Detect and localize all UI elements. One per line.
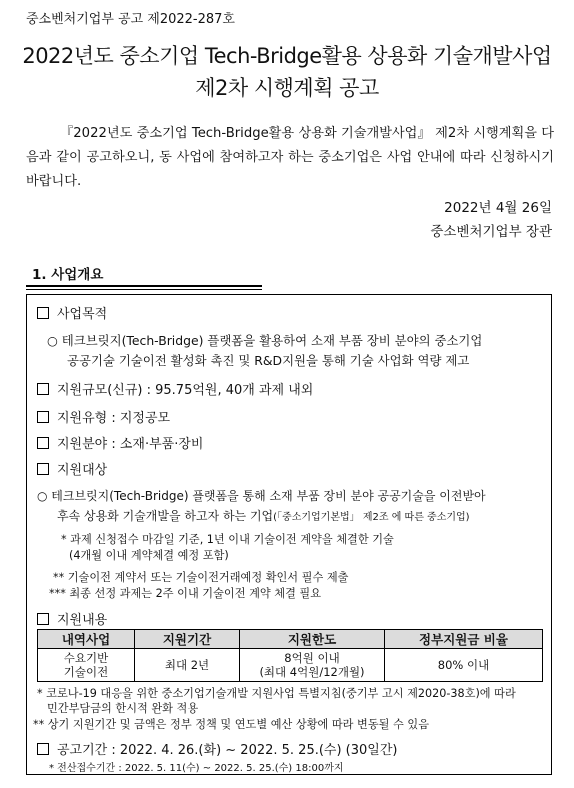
square-bullet-icon [37,613,49,625]
table-cell-limit: 8억원 이내 (최대 4억원/12개월) [240,649,385,682]
purpose-label: 사업목적 [57,307,108,322]
purpose-line1: ○ 테크브릿지(Tech-Bridge) 플랫폼을 활용하여 소재 부품 장비 분야의 중소기업 [47,333,483,348]
target-line1: ○ 테크브릿지(Tech-Bridge) 플랫폼을 통해 소재 부품 장비 분야 공공기술을 이전받아 [37,489,486,503]
table-header: 지원기간 [135,630,240,649]
purpose-item [37,303,107,322]
table-header: 지원한도 [240,630,385,649]
note3: *** 최종 선정 과제는 2주 이내 기술이전 계약 체결 필요 [49,587,322,600]
intro-paragraph: 『2022년도 중소기업 Tech-Bridge활용 상용화 기술개발사업』 제2차 시행계획을 다음과 같이 공고하오니, 동 사업에 참여하고자 하는 중소기업은 사업 안내에 따라 신청하시기 바랍니다. [26,126,554,189]
scale-text: 지원규모(신규) : 95.75억원, 40개 과제 내외 [57,383,314,398]
support-table [37,629,543,682]
field-text: 지원분야 : 소재·부품·장비 [57,437,204,452]
table-header: 내역사업 [38,630,135,649]
notice-number: 중소벤처기업부 공고 제2022-287호 [26,12,235,27]
square-bullet-icon [37,463,49,475]
note1-line2: (4개월 이내 계약체결 예정 포함) [69,549,229,562]
purpose-line2: 공공기술 기술이전 활성화 촉진 및 R&D지원을 통해 기술 사업화 역량 제고 [67,353,470,368]
square-bullet-icon [37,437,49,449]
type-item [37,407,170,426]
section-heading: 1. 사업개요 [26,260,262,287]
target-label: 지원대상 [57,463,108,478]
square-bullet-icon [37,743,49,755]
overview-box [26,294,552,775]
period-note: * 전산접수기간 : 2022. 5. 11(수) ~ 2022. 5. 25.(수) 18:00까지 [49,763,344,774]
type-text: 지원유형 : 지정공모 [57,411,171,426]
table-header: 정부지원금 비율 [385,630,543,649]
square-bullet-icon [37,411,49,423]
table-cell-ratio: 80% 이내 [385,649,543,682]
field-item [37,433,204,452]
target-item [37,459,107,478]
table-note1-line1: * 코로나-19 대응을 위한 중소기업기술개발 지원사업 특별지침(중기부 고시 제2020-38호)에 따라 [37,687,516,700]
square-bullet-icon [37,307,49,319]
target-line2: 후속 상용화 기술개발을 하고자 하는 기업(「중소기업기본법」 제2조 에 따른 중소기업) [57,509,470,523]
issuer: 중소벤처기업부 장관 [430,224,552,240]
table-cell-program: 수요기반 기술이전 [38,649,135,682]
page-title-line1: 2022년도 중소기업 Tech-Bridge활용 상용화 기술개발사업 [22,44,552,68]
content-item [37,609,107,628]
table-header-row [38,630,543,649]
table-note2: ** 상기 지원기간 및 금액은 정부 정책 및 연도별 예산 상황에 따라 변동될 수 있음 [33,718,429,731]
page-title-line2: 제2차 시행계획 공고 [195,76,379,100]
content-label: 지원내용 [57,613,108,628]
square-bullet-icon [37,383,49,395]
notice-date: 2022년 4월 26일 [444,200,552,216]
target-line2-ref: (「중소기업기본법」 제2조 에 따른 중소기업) [273,512,470,523]
period-text: 공고기간 : 2022. 4. 26.(화) ~ 2022. 5. 25.(수) (30일간) [57,743,398,758]
table-row [38,649,543,682]
note2: ** 기술이전 계약서 또는 기술이전거래예정 확인서 필수 제출 [53,571,349,584]
table-cell-period: 최대 2년 [135,649,240,682]
note1-line1: * 과제 신청접수 마감일 기준, 1년 이내 기술이전 계약을 체결한 기술 [61,533,394,546]
period-item [37,739,398,758]
scale-item [37,379,313,398]
table-note1-line2: 민간부담금의 한시적 완화 적용 [47,702,199,715]
